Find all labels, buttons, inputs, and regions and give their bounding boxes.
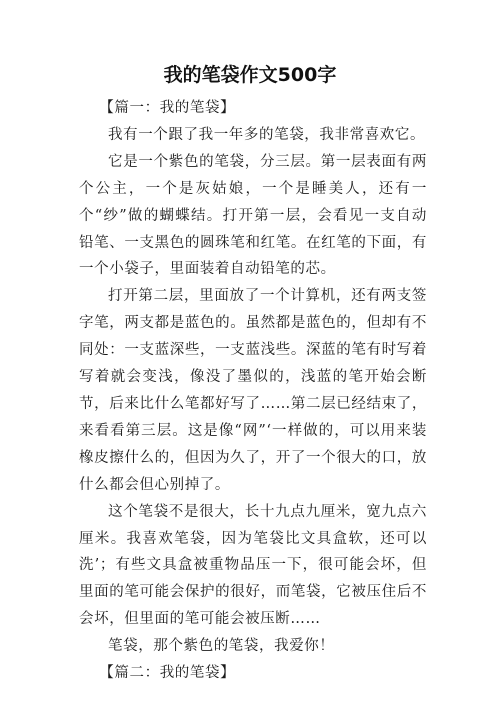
paragraph-4: 这个笔袋不是很大，长十九点九厘米，宽九点六厘米。我喜欢笔袋，因为笔袋比文具盒软，还可以洗’；有些文具盒被重物品压一下，很可能会坏，但里面的笔可能会保护的很好，而笔袋，它被压住后不会坏，但里面的笔可能会被压断……	[79, 503, 427, 628]
section-heading-2: 【篇二：我的笔袋】	[99, 665, 236, 682]
paragraph-5: 笔袋，那个紫色的笔袋，我爱你！	[108, 638, 335, 655]
paragraph-3: 打开第二层，里面放了一个计算机，还有两支签字笔，两支都是蓝色的。虽然都是蓝色的，但却有不同处：一支蓝深些，一支蓝浅些。深蓝的笔有时写着写着就会变浅，像没了墨似的，浅蓝的笔开始会断节，后来比什么笔都好写了……第二层已经结束了，来看看第三层。这是像“网”‘一样做的，可以用来装橡皮擦什么的，但因为久了，开了一个很大的口，放什么都会但心别掉了。	[79, 288, 427, 493]
paragraph-1: 我有一个跟了我一年多的笔袋，我非常喜欢它。	[108, 126, 426, 143]
paragraph-2: 它是一个紫色的笔袋，分三层。第一层表面有两个公主，一个是灰姑娘，一个是睡美人，还有一个“纱”做的蝴蝶结。打开第一层，会看见一支自动铅笔、一支黑色的圆珠笔和红笔。在红笔的下面，有一个小袋子，里面装着自动铅笔的芯。	[79, 153, 427, 278]
section-heading-1: 【篇一：我的笔袋】	[99, 100, 236, 116]
document-title: 我的笔袋作文500字	[163, 64, 337, 86]
document-body	[79, 95, 427, 687]
